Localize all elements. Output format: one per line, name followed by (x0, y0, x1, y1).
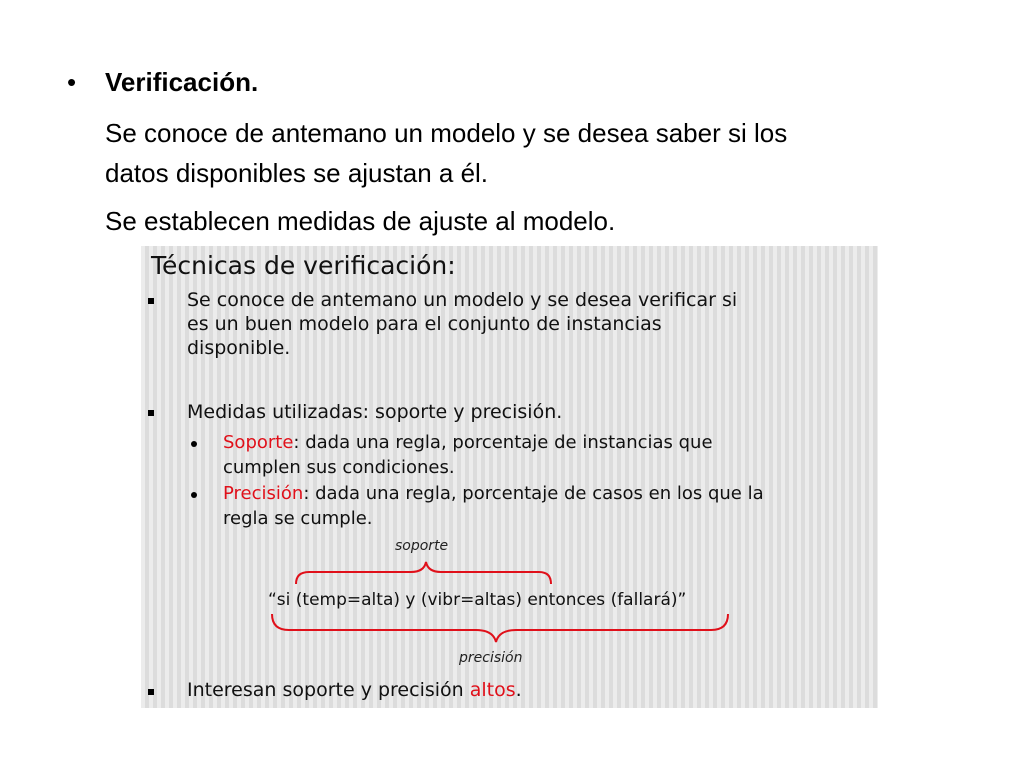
brace-label-soporte: soporte (395, 538, 449, 554)
bullet-text-suffix: . (515, 679, 522, 701)
term-soporte: Soporte (223, 432, 294, 453)
bullet-line: es un buen modelo para el conjunto de instancias (187, 313, 662, 335)
brace-soporte (296, 562, 551, 584)
paragraph-line: Se conoce de antemano un modelo y se desea saber si los (105, 118, 788, 148)
definition-text: : dada una regla, porcentaje de instancias que (293, 432, 713, 453)
definition-text: regla se cumple. (223, 508, 373, 529)
term-precision: Precisión (223, 483, 304, 504)
paragraph-line: datos disponibles se ajustan a él. (105, 158, 489, 188)
bullet-text (187, 678, 522, 702)
slide-heading: Verificación. (105, 67, 259, 97)
bullet-text: Medidas utilizadas: soporte y precisión. (187, 401, 563, 423)
rule-formula: “si (temp=alta) y (vibr=altas) entonces (fallará)” (268, 590, 687, 610)
highlight-altos: altos (469, 679, 516, 701)
brace-graphics (141, 246, 878, 708)
definition-text: : dada una regla, porcentaje de casos en los que la (303, 483, 764, 504)
bullet-line: disponible. (187, 337, 291, 359)
paragraph-description (105, 113, 967, 193)
paragraph-measures: Se establecen medidas de ajuste al modelo. (105, 206, 616, 236)
brace-label-precision: precisión (459, 650, 523, 666)
bullet-line: Se conoce de antemano un modelo y se desea verificar si (187, 289, 738, 311)
bullet-marker: • (67, 67, 77, 97)
brace-precision (272, 614, 728, 642)
definition-text: cumplen sus condiciones. (223, 457, 455, 478)
square-bullet (148, 689, 154, 695)
panel-title: Técnicas de verificación: (151, 251, 456, 280)
verification-techniques-image (141, 246, 878, 708)
bullet-text-prefix: Interesan soporte y precisión (187, 679, 470, 701)
